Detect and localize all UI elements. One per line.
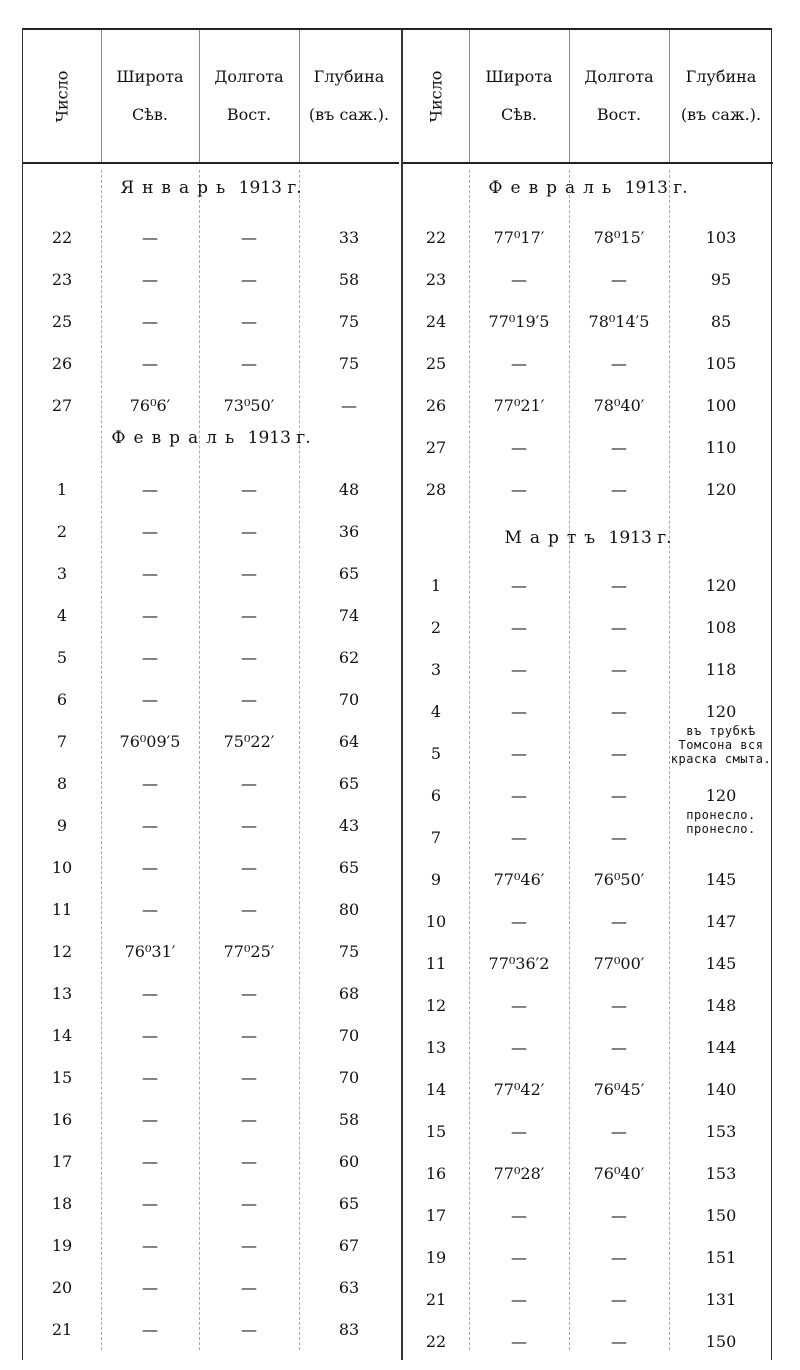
table-row bbox=[23, 808, 399, 844]
longitude-cell: — bbox=[241, 354, 257, 373]
right-table-half bbox=[401, 30, 773, 1360]
depth-cell: 145 bbox=[705, 870, 737, 889]
day-cell: 26 bbox=[425, 396, 447, 415]
longitude-cell: — bbox=[611, 1248, 627, 1267]
latitude-cell: — bbox=[142, 984, 158, 1003]
depth-cell: 65 bbox=[338, 858, 360, 877]
latitude-cell: — bbox=[142, 1236, 158, 1255]
longitude-cell: — bbox=[611, 1122, 627, 1141]
longitude-cell: — bbox=[241, 900, 257, 919]
latitude-cell: 77⁰36′2 bbox=[488, 954, 550, 973]
table-row bbox=[403, 1240, 773, 1276]
depth-cell: 65 bbox=[338, 564, 360, 583]
lon-header-line2: Вост. bbox=[596, 105, 642, 124]
latitude-cell: — bbox=[142, 564, 158, 583]
day-cell: 23 bbox=[51, 270, 73, 289]
depth-cell: 95 bbox=[710, 270, 732, 289]
latitude-cell: 77⁰28′ bbox=[493, 1164, 545, 1183]
day-cell: 2 bbox=[56, 522, 68, 541]
day-column-header bbox=[403, 30, 469, 162]
table-row bbox=[403, 472, 773, 508]
latitude-cell: — bbox=[511, 660, 527, 679]
day-cell: 15 bbox=[425, 1122, 447, 1141]
latitude-cell: — bbox=[142, 858, 158, 877]
latitude-cell: — bbox=[511, 1332, 527, 1351]
depth-cell: 75 bbox=[338, 354, 360, 373]
depth-cell: 120 bbox=[705, 786, 737, 805]
depth-cell: 144 bbox=[705, 1038, 737, 1057]
longitude-cell: — bbox=[241, 1278, 257, 1297]
depth-cell: 145 bbox=[705, 954, 737, 973]
table-row bbox=[23, 262, 399, 298]
longitude-cell: — bbox=[241, 270, 257, 289]
longitude-cell: — bbox=[241, 522, 257, 541]
longitude-cell: 76⁰50′ bbox=[593, 870, 645, 889]
latitude-cell: — bbox=[142, 816, 158, 835]
longitude-cell: — bbox=[611, 828, 627, 847]
month-name: Мартъ bbox=[504, 528, 604, 548]
day-cell: 7 bbox=[430, 828, 442, 847]
longitude-cell: — bbox=[611, 702, 627, 721]
latitude-cell: — bbox=[142, 1152, 158, 1171]
day-cell: 7 bbox=[56, 732, 68, 751]
longitude-cell: — bbox=[241, 774, 257, 793]
latitude-cell: — bbox=[511, 744, 527, 763]
lat-column-header bbox=[101, 30, 199, 162]
depth-cell: 108 bbox=[705, 618, 737, 637]
longitude-cell: — bbox=[611, 786, 627, 805]
latitude-cell: — bbox=[142, 312, 158, 331]
latitude-cell: — bbox=[142, 1068, 158, 1087]
depth-header-line2: (въ саж.). bbox=[308, 105, 390, 124]
longitude-cell: 77⁰00′ bbox=[593, 954, 645, 973]
depth-cell: 153 bbox=[705, 1122, 737, 1141]
table-row bbox=[23, 556, 399, 592]
day-cell: 11 bbox=[51, 900, 73, 919]
table-row bbox=[403, 652, 773, 688]
longitude-cell: — bbox=[611, 744, 627, 763]
day-cell: 2 bbox=[430, 618, 442, 637]
depth-cell: 75 bbox=[338, 942, 360, 961]
lat-header-line1: Широта bbox=[485, 67, 553, 86]
month-heading bbox=[23, 178, 399, 198]
day-cell: 16 bbox=[425, 1164, 447, 1183]
day-cell: 24 bbox=[425, 312, 447, 331]
table-row bbox=[23, 724, 399, 760]
depth-cell: 70 bbox=[338, 690, 360, 709]
latitude-cell: — bbox=[511, 786, 527, 805]
day-cell: 9 bbox=[56, 816, 68, 835]
table-row bbox=[403, 808, 773, 856]
longitude-cell: 77⁰25′ bbox=[223, 942, 275, 961]
depth-cell: 83 bbox=[338, 1320, 360, 1339]
table-row bbox=[403, 862, 773, 898]
latitude-cell: — bbox=[511, 1206, 527, 1225]
left-table-half bbox=[23, 30, 399, 1360]
longitude-cell: — bbox=[611, 1290, 627, 1309]
latitude-cell: — bbox=[142, 1026, 158, 1045]
depth-cell: 75 bbox=[338, 312, 360, 331]
longitude-cell: — bbox=[241, 1320, 257, 1339]
latitude-cell: — bbox=[142, 900, 158, 919]
table-row bbox=[23, 682, 399, 718]
latitude-cell: — bbox=[511, 1038, 527, 1057]
table-row bbox=[23, 514, 399, 550]
depth-cell: 74 bbox=[338, 606, 360, 625]
table-row bbox=[403, 346, 773, 382]
depth-cell: 67 bbox=[338, 1236, 360, 1255]
day-header-label: Число bbox=[426, 70, 446, 122]
table-row bbox=[403, 904, 773, 940]
depth-header-line1: Глубина bbox=[313, 67, 385, 86]
lon-header-line1: Долгота bbox=[214, 67, 284, 86]
month-year: 1913 г. bbox=[242, 428, 311, 448]
table-row bbox=[23, 304, 399, 340]
right-header-row bbox=[403, 30, 773, 164]
day-cell: 14 bbox=[51, 1026, 73, 1045]
day-cell: 19 bbox=[425, 1248, 447, 1267]
day-cell: 17 bbox=[425, 1206, 447, 1225]
longitude-cell: — bbox=[241, 564, 257, 583]
depth-cell: 103 bbox=[705, 228, 737, 247]
latitude-cell: — bbox=[511, 618, 527, 637]
longitude-cell: — bbox=[241, 606, 257, 625]
day-cell: 27 bbox=[425, 438, 447, 457]
day-cell: 1 bbox=[56, 480, 68, 499]
longitude-cell: — bbox=[611, 1038, 627, 1057]
day-cell: 18 bbox=[51, 1194, 73, 1213]
day-cell: 26 bbox=[51, 354, 73, 373]
depth-cell: 58 bbox=[338, 1110, 360, 1129]
table-row bbox=[403, 724, 773, 772]
depth-cell: 70 bbox=[338, 1026, 360, 1045]
day-cell: 13 bbox=[51, 984, 73, 1003]
longitude-cell: — bbox=[241, 984, 257, 1003]
longitude-cell: — bbox=[611, 438, 627, 457]
depth-header-line1: Глубина bbox=[685, 67, 757, 86]
month-year: 1913 г. bbox=[619, 178, 688, 198]
day-cell: 10 bbox=[425, 912, 447, 931]
day-cell: 25 bbox=[51, 312, 73, 331]
latitude-cell: 77⁰17′ bbox=[493, 228, 545, 247]
depth-cell: 65 bbox=[338, 774, 360, 793]
day-cell: 17 bbox=[51, 1152, 73, 1171]
table-row bbox=[23, 1144, 399, 1180]
depth-cell: 62 bbox=[338, 648, 360, 667]
longitude-cell: — bbox=[241, 1026, 257, 1045]
longitude-cell: 73⁰50′ bbox=[223, 396, 275, 415]
depth-cell: 140 bbox=[705, 1080, 737, 1099]
day-cell: 23 bbox=[425, 270, 447, 289]
longitude-cell: — bbox=[241, 1110, 257, 1129]
depth-cell: 33 bbox=[338, 228, 360, 247]
table-row bbox=[403, 1114, 773, 1150]
depth-header-line2: (въ саж.). bbox=[680, 105, 762, 124]
day-cell: 25 bbox=[425, 354, 447, 373]
latitude-cell: — bbox=[142, 606, 158, 625]
depth-cell: 58 bbox=[338, 270, 360, 289]
latitude-cell: — bbox=[142, 1278, 158, 1297]
month-name: Февраль bbox=[111, 428, 243, 448]
day-cell: 1 bbox=[430, 576, 442, 595]
latitude-cell: 77⁰19′5 bbox=[488, 312, 550, 331]
depth-cell: 150 bbox=[705, 1332, 737, 1351]
depth-cell: 70 bbox=[338, 1068, 360, 1087]
depth-cell: 64 bbox=[338, 732, 360, 751]
longitude-cell: 78⁰14′5 bbox=[588, 312, 650, 331]
table-row bbox=[403, 1072, 773, 1108]
lon-header-line2: Вост. bbox=[226, 105, 272, 124]
longitude-cell: — bbox=[611, 996, 627, 1015]
latitude-cell: — bbox=[511, 1122, 527, 1141]
day-cell: 15 bbox=[51, 1068, 73, 1087]
day-cell: 22 bbox=[425, 1332, 447, 1351]
latitude-cell: — bbox=[511, 270, 527, 289]
table-row bbox=[403, 1156, 773, 1192]
lon-header-line1: Долгота bbox=[584, 67, 654, 86]
longitude-cell: 78⁰40′ bbox=[593, 396, 645, 415]
latitude-cell: — bbox=[511, 354, 527, 373]
depth-cell: 63 bbox=[338, 1278, 360, 1297]
latitude-cell: — bbox=[142, 480, 158, 499]
day-cell: 10 bbox=[51, 858, 73, 877]
day-cell: 21 bbox=[51, 1320, 73, 1339]
day-column-header bbox=[23, 30, 101, 162]
depth-cell: пронесло. пронесло. bbox=[686, 808, 756, 836]
longitude-cell: — bbox=[611, 576, 627, 595]
table-row bbox=[23, 1270, 399, 1306]
day-cell: 6 bbox=[56, 690, 68, 709]
table-row bbox=[403, 946, 773, 982]
latitude-cell: — bbox=[511, 996, 527, 1015]
latitude-cell: 76⁰09′5 bbox=[119, 732, 181, 751]
longitude-cell: — bbox=[611, 660, 627, 679]
table-row bbox=[23, 850, 399, 886]
month-year: 1913 г. bbox=[233, 178, 302, 198]
day-cell: 19 bbox=[51, 1236, 73, 1255]
longitude-cell: — bbox=[241, 1152, 257, 1171]
depth-cell: 43 bbox=[338, 816, 360, 835]
latitude-cell: — bbox=[511, 1248, 527, 1267]
day-cell: 6 bbox=[430, 786, 442, 805]
left-header-row bbox=[23, 30, 399, 164]
depth-cell: 120 bbox=[705, 702, 737, 721]
day-header-label: Число bbox=[52, 70, 72, 122]
day-cell: 13 bbox=[425, 1038, 447, 1057]
table-row bbox=[23, 934, 399, 970]
lat-header-line1: Широта bbox=[116, 67, 184, 86]
table-row bbox=[23, 766, 399, 802]
table-row bbox=[403, 1198, 773, 1234]
lat-column-header bbox=[469, 30, 569, 162]
day-cell: 16 bbox=[51, 1110, 73, 1129]
latitude-cell: — bbox=[142, 1320, 158, 1339]
latitude-cell: — bbox=[142, 354, 158, 373]
depth-cell: 105 bbox=[705, 354, 737, 373]
month-heading bbox=[403, 178, 773, 198]
longitude-cell: — bbox=[611, 1332, 627, 1351]
latitude-cell: — bbox=[142, 228, 158, 247]
day-cell: 8 bbox=[56, 774, 68, 793]
longitude-cell: — bbox=[241, 816, 257, 835]
table-row bbox=[23, 220, 399, 256]
day-cell: 5 bbox=[56, 648, 68, 667]
table-row bbox=[23, 388, 399, 424]
latitude-cell: — bbox=[142, 270, 158, 289]
day-cell: 11 bbox=[425, 954, 447, 973]
table-row bbox=[403, 610, 773, 646]
month-heading bbox=[403, 528, 773, 548]
longitude-cell: — bbox=[241, 312, 257, 331]
table-row bbox=[23, 1060, 399, 1096]
table-row bbox=[23, 640, 399, 676]
latitude-cell: — bbox=[142, 1110, 158, 1129]
table-row bbox=[403, 1030, 773, 1066]
table-row bbox=[403, 262, 773, 298]
depth-cell: 131 bbox=[705, 1290, 737, 1309]
table-row bbox=[23, 1186, 399, 1222]
depth-cell: 85 bbox=[710, 312, 732, 331]
latitude-cell: — bbox=[511, 702, 527, 721]
latitude-cell: — bbox=[142, 522, 158, 541]
latitude-cell: — bbox=[511, 576, 527, 595]
lat-header-line2: Сѣв. bbox=[501, 105, 537, 124]
longitude-cell: — bbox=[241, 480, 257, 499]
day-cell: 12 bbox=[51, 942, 73, 961]
day-cell: 9 bbox=[430, 870, 442, 889]
depth-cell: 48 bbox=[338, 480, 360, 499]
longitude-cell: — bbox=[241, 648, 257, 667]
day-cell: 12 bbox=[425, 996, 447, 1015]
longitude-cell: — bbox=[241, 228, 257, 247]
depth-cell: 36 bbox=[338, 522, 360, 541]
longitude-cell: — bbox=[241, 1194, 257, 1213]
day-cell: 28 bbox=[425, 480, 447, 499]
longitude-cell: — bbox=[611, 480, 627, 499]
day-cell: 22 bbox=[425, 228, 447, 247]
depth-cell: 150 bbox=[705, 1206, 737, 1225]
depth-cell: въ трубкѣ Томсона вся краска смыта. bbox=[670, 724, 772, 766]
longitude-cell: — bbox=[611, 912, 627, 931]
longitude-cell: 78⁰15′ bbox=[593, 228, 645, 247]
depth-cell: 120 bbox=[705, 480, 737, 499]
table-row bbox=[403, 1282, 773, 1318]
depth-cell: 110 bbox=[705, 438, 737, 457]
day-cell: 5 bbox=[430, 744, 442, 763]
day-cell: 22 bbox=[51, 228, 73, 247]
longitude-cell: — bbox=[611, 270, 627, 289]
depth-cell: 65 bbox=[338, 1194, 360, 1213]
latitude-cell: — bbox=[511, 912, 527, 931]
latitude-cell: 77⁰46′ bbox=[493, 870, 545, 889]
longitude-cell: 76⁰45′ bbox=[593, 1080, 645, 1099]
longitude-cell: — bbox=[241, 1068, 257, 1087]
longitude-cell: — bbox=[611, 618, 627, 637]
table-row bbox=[403, 388, 773, 424]
longitude-cell: 76⁰40′ bbox=[593, 1164, 645, 1183]
latitude-cell: — bbox=[142, 690, 158, 709]
day-cell: 4 bbox=[430, 702, 442, 721]
depth-cell: 147 bbox=[705, 912, 737, 931]
latitude-cell: — bbox=[142, 1194, 158, 1213]
longitude-cell: — bbox=[241, 858, 257, 877]
depth-column-header bbox=[299, 30, 399, 162]
month-name: Январь bbox=[120, 178, 234, 198]
table-row bbox=[403, 988, 773, 1024]
depth-cell: 153 bbox=[705, 1164, 737, 1183]
month-name: Февраль bbox=[488, 178, 620, 198]
longitude-cell: 75⁰22′ bbox=[223, 732, 275, 751]
depth-cell: 60 bbox=[338, 1152, 360, 1171]
day-cell: 20 bbox=[51, 1278, 73, 1297]
latitude-cell: 76⁰31′ bbox=[124, 942, 176, 961]
latitude-cell: — bbox=[511, 480, 527, 499]
day-cell: 27 bbox=[51, 396, 73, 415]
lat-header-line2: Сѣв. bbox=[132, 105, 168, 124]
day-cell: 3 bbox=[56, 564, 68, 583]
day-cell: 4 bbox=[56, 606, 68, 625]
latitude-cell: 77⁰42′ bbox=[493, 1080, 545, 1099]
depth-cell: 151 bbox=[705, 1248, 737, 1267]
depth-cell: — bbox=[341, 396, 357, 415]
latitude-cell: — bbox=[511, 1290, 527, 1309]
depth-cell: 148 bbox=[705, 996, 737, 1015]
latitude-cell: — bbox=[142, 774, 158, 793]
lon-column-header bbox=[199, 30, 299, 162]
table-row bbox=[23, 472, 399, 508]
depth-cell: 118 bbox=[705, 660, 737, 679]
depth-cell: 68 bbox=[338, 984, 360, 1003]
table-row bbox=[403, 568, 773, 604]
day-cell: 21 bbox=[425, 1290, 447, 1309]
table-row bbox=[23, 598, 399, 634]
longitude-cell: — bbox=[241, 1236, 257, 1255]
table-row bbox=[23, 1312, 399, 1348]
depth-column-header bbox=[669, 30, 773, 162]
depth-cell: 120 bbox=[705, 576, 737, 595]
month-year: 1913 г. bbox=[603, 528, 672, 548]
lon-column-header bbox=[569, 30, 669, 162]
table-row bbox=[23, 1102, 399, 1138]
day-cell: 14 bbox=[425, 1080, 447, 1099]
table-row bbox=[23, 346, 399, 382]
longitude-cell: — bbox=[611, 1206, 627, 1225]
table-row bbox=[403, 220, 773, 256]
table-row bbox=[23, 1228, 399, 1264]
latitude-cell: — bbox=[511, 438, 527, 457]
latitude-cell: 77⁰21′ bbox=[493, 396, 545, 415]
longitude-cell: — bbox=[241, 690, 257, 709]
month-heading bbox=[23, 428, 399, 448]
latitude-cell: — bbox=[511, 828, 527, 847]
table-row bbox=[403, 1324, 773, 1360]
table-row bbox=[403, 304, 773, 340]
longitude-cell: — bbox=[611, 354, 627, 373]
latitude-cell: — bbox=[142, 648, 158, 667]
day-cell: 3 bbox=[430, 660, 442, 679]
table-row bbox=[403, 430, 773, 466]
table-row bbox=[23, 1018, 399, 1054]
depth-cell: 80 bbox=[338, 900, 360, 919]
table-row bbox=[23, 976, 399, 1012]
sounding-table bbox=[22, 28, 772, 1360]
depth-cell: 100 bbox=[705, 396, 737, 415]
latitude-cell: 76⁰6′ bbox=[129, 396, 171, 415]
table-row bbox=[23, 892, 399, 928]
